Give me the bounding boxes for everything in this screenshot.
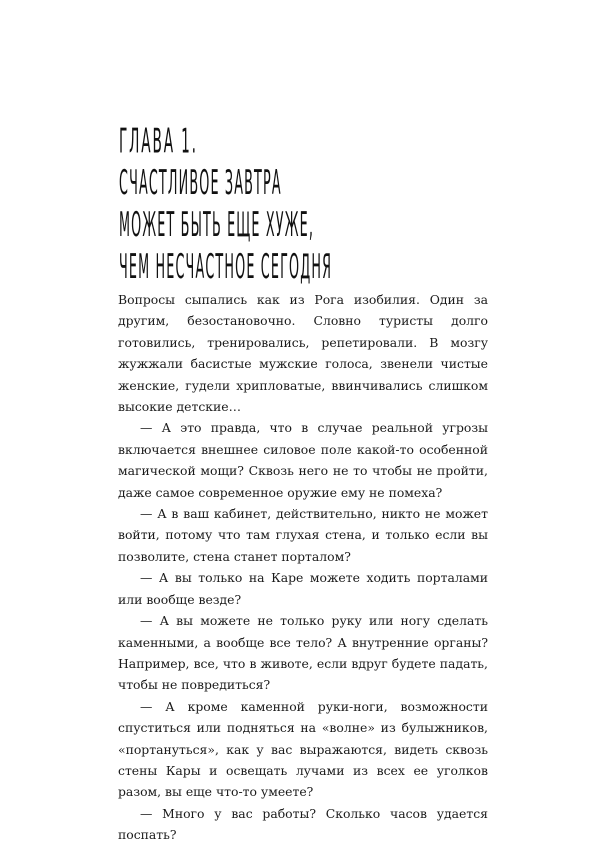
chapter-body (118, 289, 488, 846)
chapter-title-line-3: ЧЕМ НЕСЧАСТНОЕ СЕГОДНЯ (119, 248, 333, 288)
chapter-heading (119, 112, 539, 288)
dialogue-paragraph: — А вы можете не только руку или ногу сделать каменными, а вообще все тело? А внутренние органы? Например, все, что в животе, если вдруг будете падать, чтобы не повредиться? (118, 613, 488, 693)
dialogue-paragraph: — А в ваш кабинет, действительно, никто не может войти, потому что там глухая стена, и только если вы позволите, стена станет порталом? (118, 506, 488, 564)
chapter-number: ГЛАВА 1. (119, 122, 198, 162)
dialogue-paragraph: — А это правда, что в случае реальной угрозы включается внешнее силовое поле какой-то особенной магической мощи? Сквозь него не то чтобы не пройти, даже самое современное оружие ему не помеха? (118, 420, 488, 500)
dialogue-paragraph: — А вы только на Каре можете ходить порталами или вообще везде? (118, 570, 488, 607)
dialogue-paragraph: — А кроме каменной руки-ноги, возможности спуститься или подняться на «волне» из булыжников, «портануться», как у вас выражаются, видеть сквозь стены Кары и освещать лучами из всех ее уголков разом, вы еще что-то умеете? (118, 698, 488, 800)
chapter-title-line-2: МОЖЕТ БЫТЬ ЕЩЕ ХУЖЕ, (119, 206, 315, 246)
dialogue-paragraph: — Много у вас работы? Сколько часов удается поспать? (118, 805, 488, 843)
narrative-paragraph: Вопросы сыпались как из Рога изобилия. Один за другим, безостановочно. Словно туристы долго готовились, тренировались, репетировали. В мозгу жужжали басистые мужские голоса, звенели чистые женские, гудели хрипловатые, ввинчивались слишком высокие детские… (118, 292, 488, 415)
chapter-title-line-1: СЧАСТЛИВОЕ ЗАВТРА (119, 164, 282, 204)
